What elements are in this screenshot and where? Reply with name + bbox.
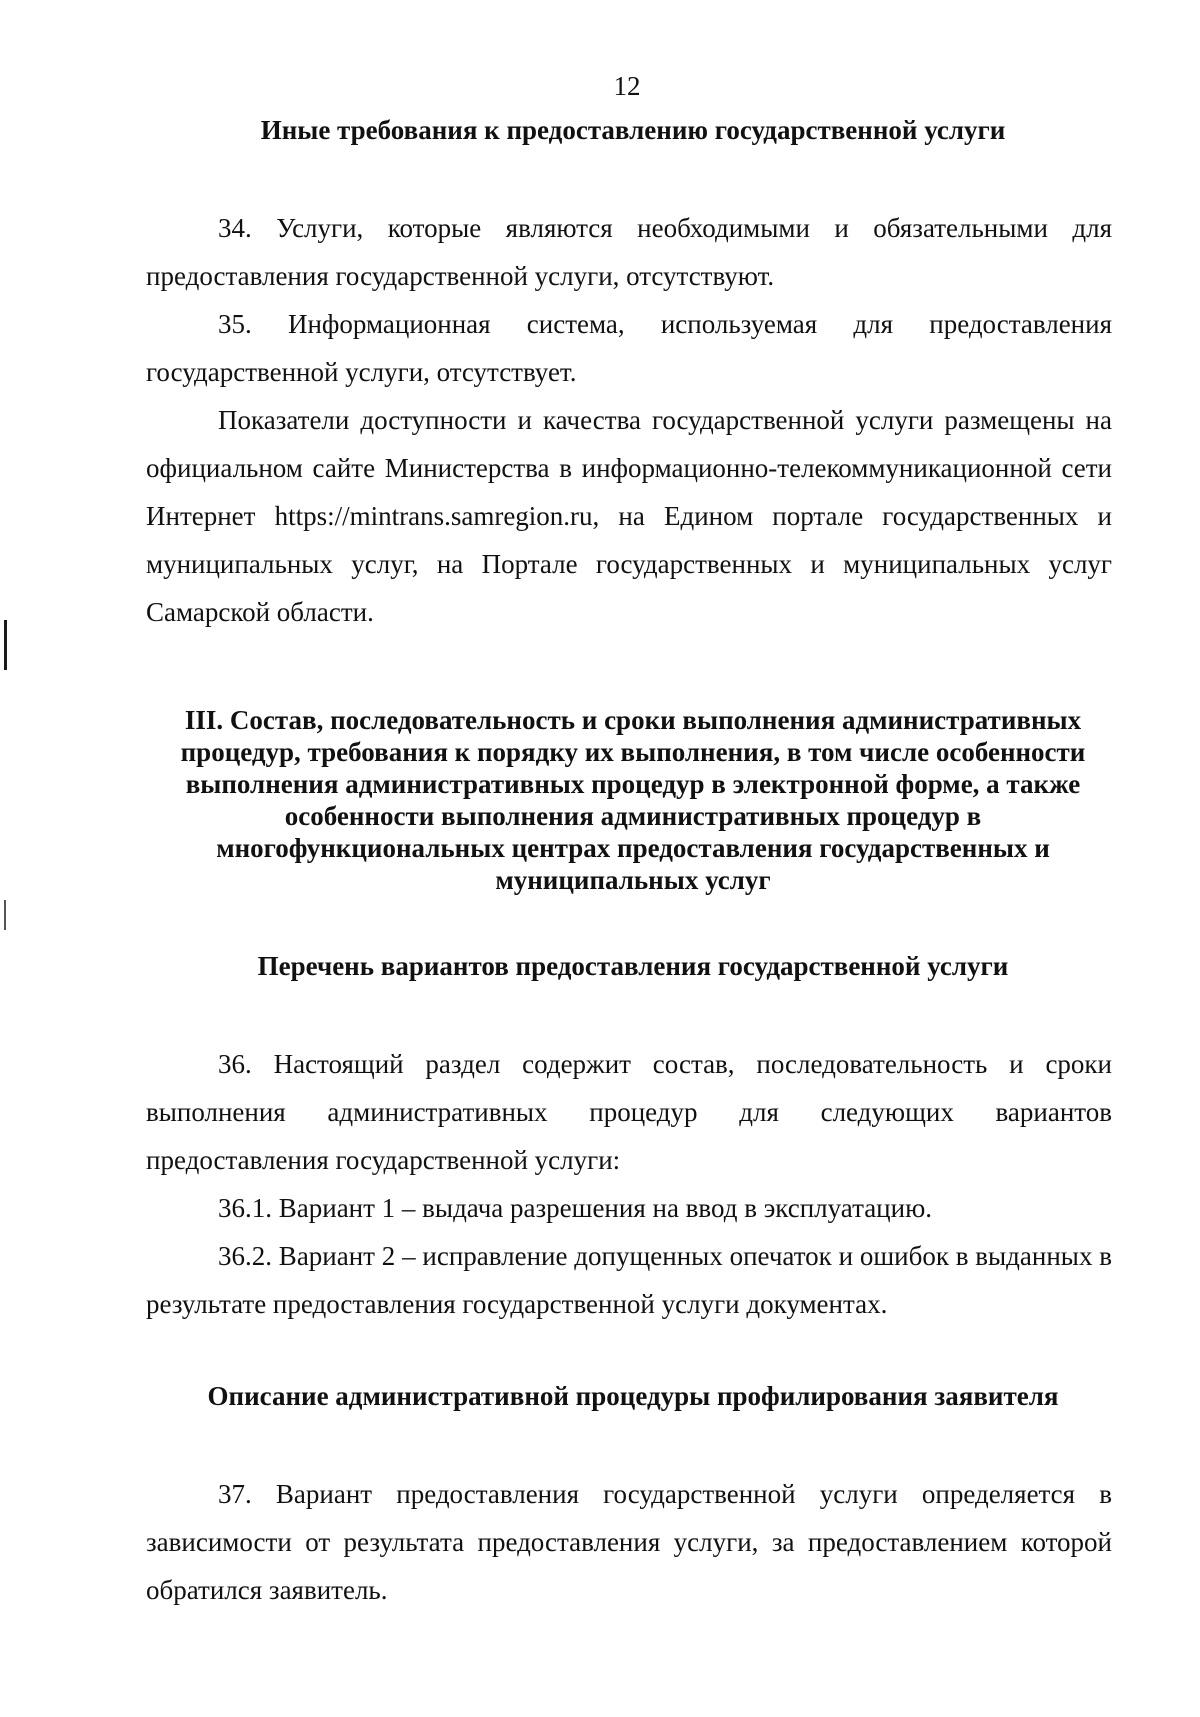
paragraph-36-1: [146, 1184, 1112, 1232]
paragraph-35-text: 35. Информационная система, используемая для предоставления государственной услуги, отсутствует.: [146, 309, 1112, 387]
heading-other-requirements: Иные требования к предоставлению государственной услуги: [260, 115, 1006, 145]
paragraph-36-2: [146, 1232, 1112, 1328]
paragraph-37-text: 37. Вариант предоставления государственной услуги определяется в зависимости от результата предоставления услуги, за предоставлением которой обратился заявитель.: [146, 1479, 1112, 1605]
scan-artifact: [4, 900, 6, 930]
paragraph-34: [146, 204, 1112, 300]
section-3-title: III. Состав, последовательность и сроки выполнения административных процедур, требования к порядку их выполнения, в том числе особенности выполнения административных процедур в электронной форме, а также особенности выполнения административных процедур в многофункциональных центрах предоставления государственных и муниципальных услуг: [180, 705, 1086, 895]
paragraph-36-2-text: 36.2. Вариант 2 – исправление допущенных опечаток и ошибок в выданных в результате предоставления государственной услуги документах.: [146, 1241, 1112, 1319]
paragraph-indicators-text: Показатели доступности и качества государственной услуги размещены на официальном сайте Министерства в информационно-телекоммуникационной сети Интернет https://mintrans.samregion.ru, на Едином портале государственных и муниципальных услуг, на Портале государственных и муниципальных услуг Самарской области.: [146, 405, 1112, 627]
heading-profiling: Описание административной процедуры профилирования заявителя: [207, 1381, 1059, 1411]
paragraph-indicators: [146, 396, 1112, 636]
paragraph-36-1-text: 36.1. Вариант 1 – выдача разрешения на ввод в эксплуатацию.: [218, 1193, 932, 1223]
page-number: 12: [613, 71, 641, 101]
paragraph-37: [146, 1470, 1112, 1614]
paragraph-35: [146, 300, 1112, 396]
paragraph-34-text: 34. Услуги, которые являются необходимыми и обязательными для предоставления государственной услуги, отсутствуют.: [146, 213, 1112, 291]
paragraph-36-text: 36. Настоящий раздел содержит состав, последовательность и сроки выполнения административных процедур для следующих вариантов предоставления государственной услуги:: [146, 1049, 1112, 1175]
scan-artifact: [4, 620, 7, 670]
heading-variants-list: Перечень вариантов предоставления государственной услуги: [257, 951, 1009, 981]
paragraph-36: [146, 1040, 1112, 1184]
